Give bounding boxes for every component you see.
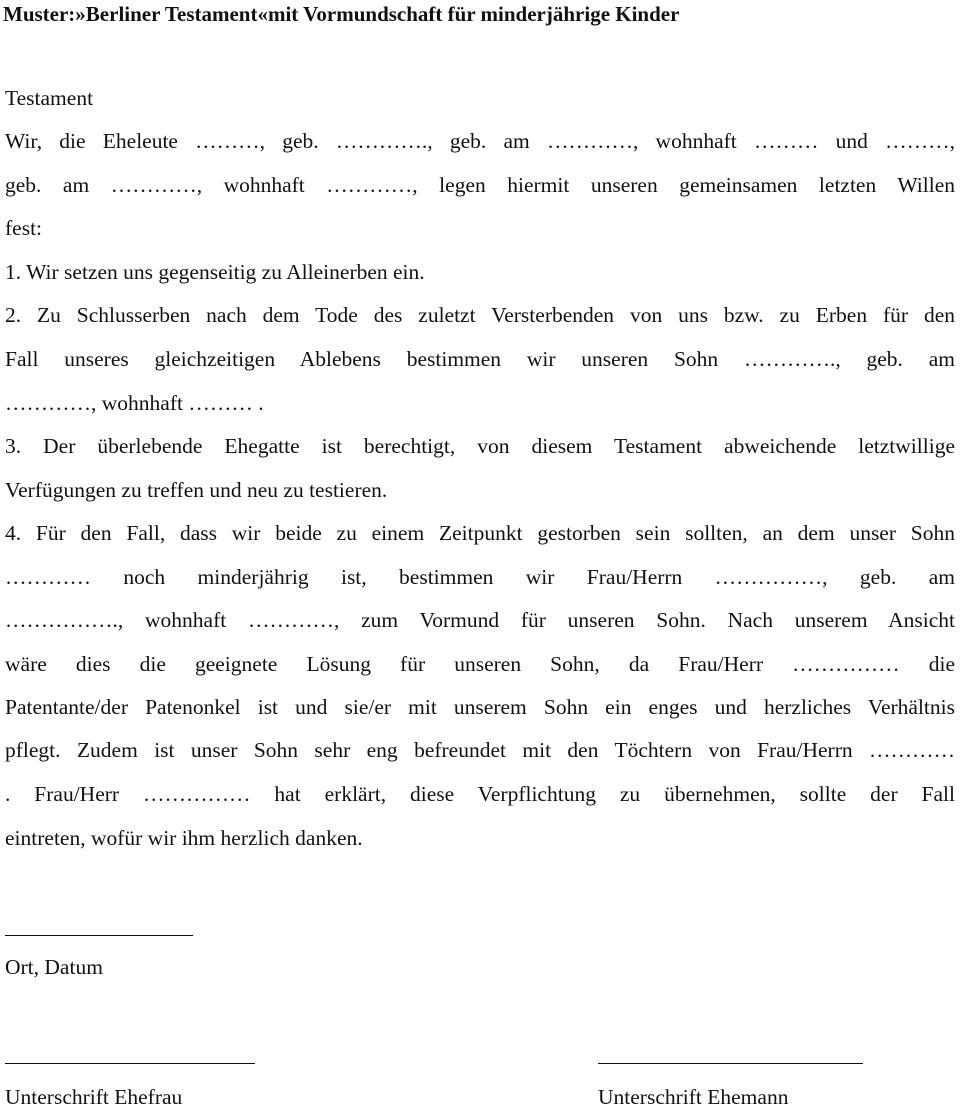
- text-line: eintreten, wofür wir ihm herzlich danken.: [5, 826, 363, 850]
- text-line: Verfügungen zu treffen und neu zu testieren.: [5, 478, 388, 502]
- text-line: 1. Wir setzen uns gegenseitig zu Alleinerben ein.: [5, 260, 425, 284]
- wife-signature-label: Unterschrift Ehefrau: [5, 1085, 183, 1109]
- text-line: 4. Für den Fall, dass wir beide zu einem Zeitpunkt gestorben sein sollten, an dem unser Sohn: [5, 521, 955, 545]
- text-line: 3. Der überlebende Ehegatte ist berechtigt, von diesem Testament abweichende letztwillige: [5, 434, 955, 458]
- text-line: Fall unseres gleichzeitigen Ablebens bestimmen wir unseren Sohn …………., geb. am: [5, 347, 955, 371]
- text-line: ………… noch minderjährig ist, bestimmen wir Frau/Herrn ……………, geb. am: [5, 565, 955, 589]
- text-line: pflegt. Zudem ist unser Sohn sehr eng befreundet mit den Töchtern von Frau/Herrn …………: [5, 738, 955, 762]
- text-line: fest:: [5, 216, 43, 240]
- text-line: Patentante/der Patenonkel ist und sie/er mit unserem Sohn ein enges und herzliches Verhältnis: [5, 695, 955, 719]
- husband-signature-line: [598, 1063, 863, 1064]
- text-line: 2. Zu Schlusserben nach dem Tode des zuletzt Versterbenden von uns bzw. zu Erben für den: [5, 303, 955, 327]
- text-line: wäre dies die geeignete Lösung für unseren Sohn, da Frau/Herr …………… die: [5, 652, 955, 676]
- wife-signature-line: [5, 1063, 255, 1064]
- place-date-label: Ort, Datum: [5, 955, 103, 979]
- text-line: Wir, die Eheleute ………, geb. …………., geb. am …………, wohnhaft ……… und ………,: [5, 129, 955, 153]
- text-line: ……………., wohnhaft …………, zum Vormund für unseren Sohn. Nach unserem Ansicht: [5, 608, 955, 632]
- text-line: geb. am …………, wohnhaft …………, legen hiermit unseren gemeinsamen letzten Willen: [5, 173, 955, 197]
- husband-signature-label: Unterschrift Ehemann: [598, 1085, 789, 1109]
- document-title: Muster:»Berliner Testament«mit Vormundschaft für minderjährige Kinder: [3, 2, 680, 26]
- place-date-line: [5, 935, 193, 936]
- text-line: . Frau/Herr …………… hat erklärt, diese Verpflichtung zu übernehmen, sollte der Fall: [5, 782, 955, 806]
- heading: Testament: [5, 86, 94, 110]
- text-line: …………, wohnhaft ……… .: [5, 391, 264, 415]
